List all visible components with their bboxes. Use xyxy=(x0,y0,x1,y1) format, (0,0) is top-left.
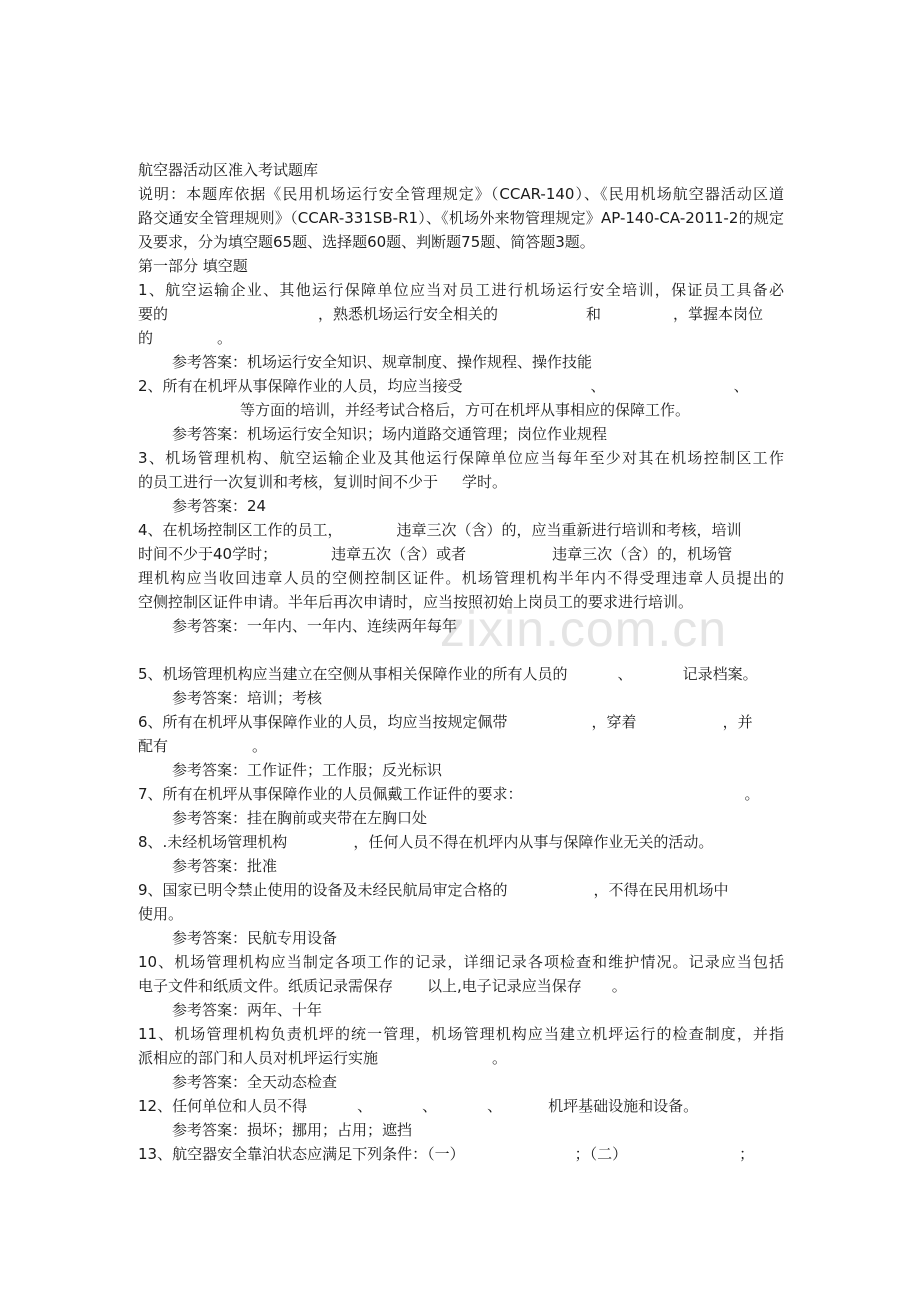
question-12: 12、任何单位和人员不得 、 、 、 机坪基础设施和设备。 xyxy=(138,1097,699,1115)
question-5: 5、机场管理机构应当建立在空侧从事相关保障作业的所有人员的 、 记录档案。 xyxy=(138,665,758,683)
question-4-line: 空侧控制区证件申请。半年后再次申请时，应当按照初始上岗员工的要求进行培训。 xyxy=(138,593,694,611)
answer-11: 参考答案：全天动态检查 xyxy=(172,1073,338,1091)
question-9: 9、国家已明令禁止使用的设备及未经民航局审定合格的 ，不得在民用机场中 xyxy=(138,881,729,899)
question-8: 8、.未经机场管理机构 ，任何人员不得在机坪内从事与保障作业无关的活动。 xyxy=(138,833,714,851)
answer-12: 参考答案：损坏；挪用；占用；遮挡 xyxy=(172,1121,413,1139)
document-title: 航空器活动区准入考试题库 xyxy=(138,161,319,179)
answer-3: 参考答案：24 xyxy=(172,497,267,515)
question-3: 3、机场管理机构、航空运输企业及其他运行保障单位应当每年至少对其在机场控制区工作 xyxy=(138,449,784,467)
intro-line: 路交通安全管理规则》（CCAR-331SB-R1）、《机场外来物管理规定》AP-140-CA-2011-2的规定 xyxy=(138,209,784,227)
question-13: 13、航空器安全靠泊状态应满足下列条件：（一） ；（二） ； xyxy=(138,1145,755,1163)
question-4-line: 时间不少于40学时； 违章五次（含）或者 违章三次（含）的，机场管 xyxy=(138,545,733,563)
answer-2: 参考答案：机场运行安全知识；场内道路交通管理；岗位作业规程 xyxy=(172,425,608,443)
question-7: 7、所有在机坪从事保障作业的人员佩戴工作证件的要求： 。 xyxy=(138,785,760,803)
watermark: zixin.com.cn xyxy=(440,601,728,657)
answer-4: 参考答案：一年内、一年内、连续两年每年 xyxy=(172,617,458,635)
question-1-line: 要的 ，熟悉机场运行安全相关的 和 ，掌握本岗位 xyxy=(138,305,764,323)
answer-1: 参考答案：机场运行安全知识、规章制度、操作规程、操作技能 xyxy=(172,353,593,371)
question-1-line: 的 。 xyxy=(138,329,233,347)
question-10-line: 电子文件和纸质文件。纸质记录需保存 以上,电子记录应当保存 。 xyxy=(138,977,627,995)
document-page xyxy=(138,158,784,1166)
question-1: 1、航空运输企业、其他运行保障单位应当对员工进行机场运行安全培训，保证员工具备必 xyxy=(138,281,784,299)
question-9-line: 使用。 xyxy=(138,905,184,923)
intro-line: 说明：本题库依据《民用机场运行安全管理规定》（CCAR-140）、《民用机场航空器活动区道 xyxy=(138,185,784,203)
question-6-line: 配有 。 xyxy=(138,737,268,755)
question-10: 10、机场管理机构应当制定各项工作的记录，详细记录各项检查和维护情况。记录应当包括 xyxy=(138,953,784,971)
question-4-line: 理机构应当收回违章人员的空侧控制区证件。机场管理机构半年内不得受理违章人员提出的 xyxy=(138,569,784,587)
spacer xyxy=(138,638,784,662)
question-11: 11、机场管理机构负责机坪的统一管理，机场管理机构应当建立机坪运行的检查制度，并指 xyxy=(138,1025,784,1043)
section-heading: 第一部分 填空题 xyxy=(138,257,248,275)
question-2-line: 等方面的培训，并经考试合格后，方可在机坪从事相应的保障工作。 xyxy=(240,401,691,419)
answer-6: 参考答案：工作证件；工作服；反光标识 xyxy=(172,761,443,779)
question-11-line: 派相应的部门和人员对机坪运行实施 。 xyxy=(138,1049,508,1067)
answer-10: 参考答案：两年、十年 xyxy=(172,1001,323,1019)
answer-5: 参考答案：培训；考核 xyxy=(172,689,323,707)
answer-8: 参考答案：批准 xyxy=(172,857,278,875)
question-6: 6、所有在机坪从事保障作业的人员，均应当按规定佩带 ，穿着 ，并 xyxy=(138,713,753,731)
intro-line: 及要求，分为填空题65题、选择题60题、判断题75题、简答题3题。 xyxy=(138,233,595,251)
question-2: 2、所有在机坪从事保障作业的人员，均应当接受 、 、 xyxy=(138,377,749,395)
answer-9: 参考答案：民航专用设备 xyxy=(172,929,338,947)
answer-7: 参考答案：挂在胸前或夹带在左胸口处 xyxy=(172,809,428,827)
question-4: 4、在机场控制区工作的员工， 违章三次（含）的，应当重新进行培训和考核，培训 xyxy=(138,521,742,539)
question-3-line: 的员工进行一次复训和考核，复训时间不少于 学时。 xyxy=(138,473,508,491)
